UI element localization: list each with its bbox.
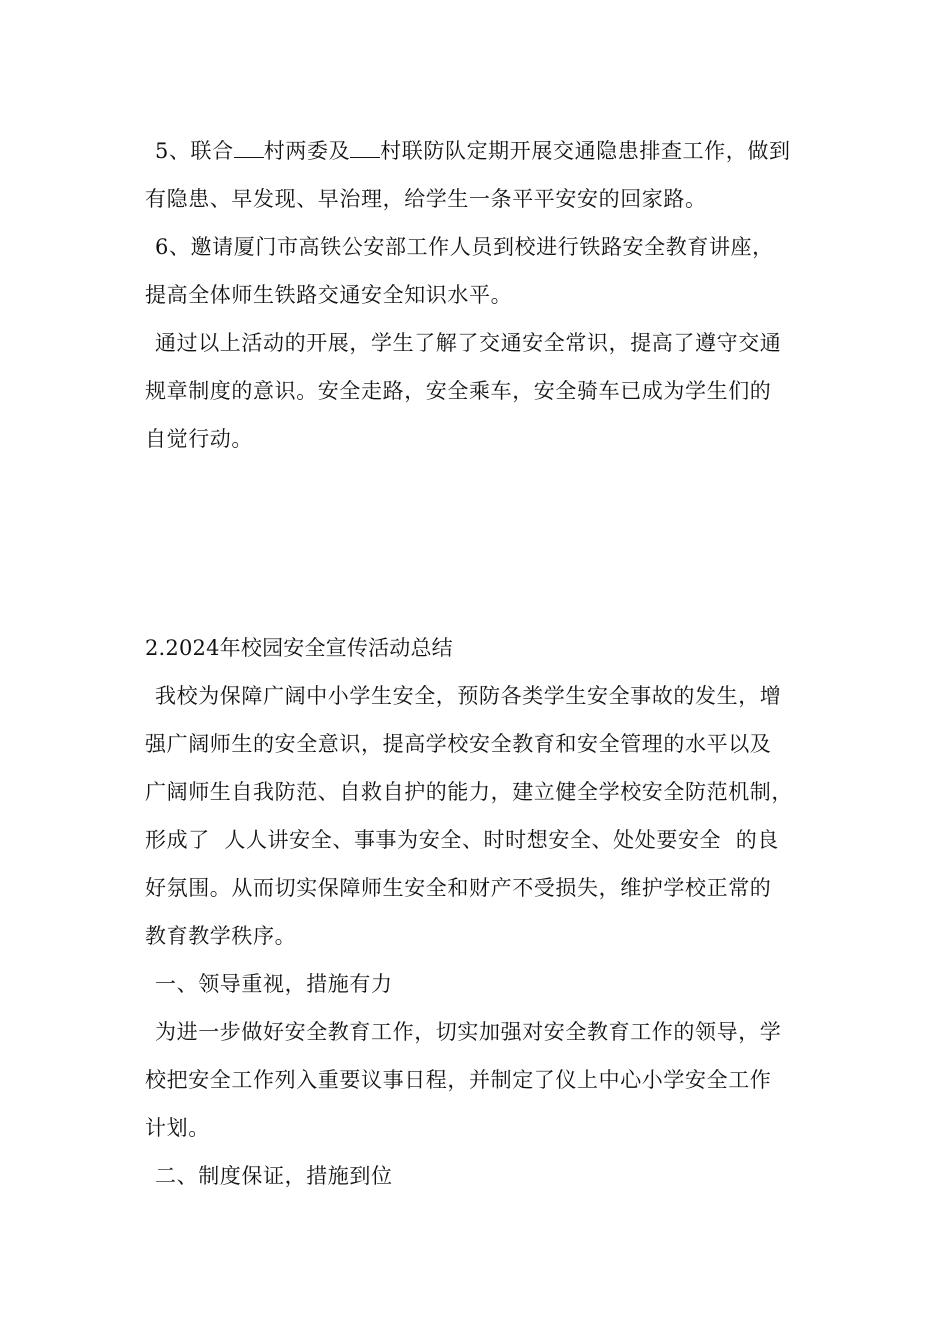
para-1-line-2: 校把安全工作列入重要议事日程，并制定了仪上中心小学安全工作: [145, 1068, 772, 1092]
intro-line-6: 教育教学秩序。: [145, 924, 297, 948]
item-5-prefix: 5、联合: [155, 139, 234, 163]
section-two: [145, 624, 830, 1200]
para-1-line-1: 为进一步做好安全教育工作，切实加强对安全教育工作的领导，学: [155, 1020, 782, 1044]
intro-line-3: 广阔师生自我防范、自救自护的能力，建立健全学校安全防范机制，: [145, 780, 793, 804]
blank-underline: [350, 139, 380, 158]
intro-line-4: 形成了 人人讲安全、事事为安全、时时想安全、处处要安全 的良: [145, 828, 779, 852]
item-6-line-1: 6、邀请厦门市高铁公安部工作人员到校进行铁路安全教育讲座，: [155, 235, 774, 259]
item-5-line-2: 有隐患、早发现、早治理，给学生一条平平安安的回家路。: [145, 187, 707, 211]
intro-line-5: 好氛围。从而切实保障师生安全和财产不受损失，维护学校正常的: [145, 876, 772, 900]
intro-line-1: 我校为保障广阔中小学生安全，预防各类学生安全事故的发生，增: [155, 684, 782, 708]
heading-2: 二、制度保证，措施到位: [155, 1164, 393, 1188]
summary-line-2: 规章制度的意识。安全走路，安全乘车，安全骑车已成为学生们的: [145, 379, 772, 403]
summary-line-3: 自觉行动。: [145, 427, 253, 451]
para-1-line-3: 计划。: [145, 1116, 210, 1140]
item-5-middle: 村两委及: [263, 139, 351, 163]
heading-1: 一、领导重视，措施有力: [155, 972, 393, 996]
section-two-title: 2.2024年校园安全宣传活动总结: [145, 636, 453, 660]
blank-underline: [234, 139, 264, 158]
summary-line-1: 通过以上活动的开展，学生了解了交通安全常识，提高了遵守交通: [155, 331, 782, 355]
item-6-line-2: 提高全体师生铁路交通安全知识水平。: [145, 283, 513, 307]
item-5-suffix: 村联防队定期开展交通隐患排查工作，做到: [380, 139, 791, 163]
item-5-line-1: [145, 127, 830, 175]
section-one: [145, 127, 830, 463]
intro-line-2: 强广阔师生的安全意识，提高学校安全教育和安全管理的水平以及: [145, 732, 772, 756]
